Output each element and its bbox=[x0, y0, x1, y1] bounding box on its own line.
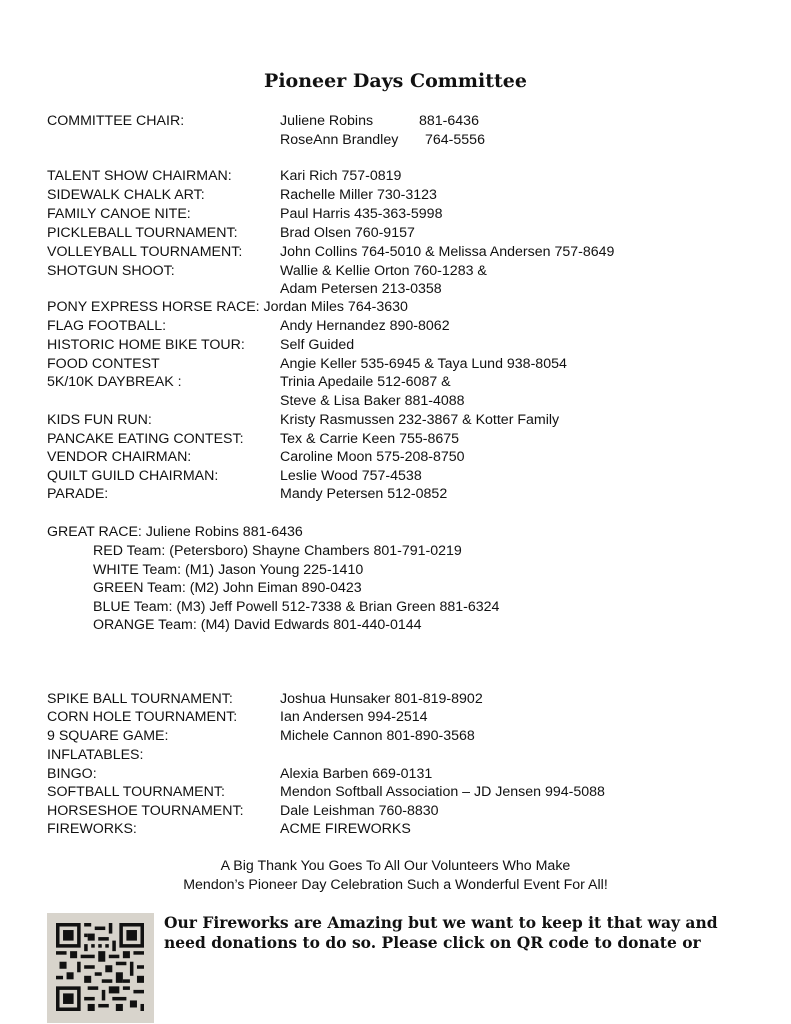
event-label: BINGO: bbox=[47, 766, 97, 782]
event-contact: Mendon Softball Association – JD Jensen 994-5088 bbox=[280, 784, 605, 800]
team-row: RED Team: (Petersboro) Shayne Chambers 801-791-0219 bbox=[93, 543, 462, 559]
event-label: 5K/10K DAYBREAK : bbox=[47, 374, 182, 390]
team-row: BLUE Team: (M3) Jeff Powell 512-7338 & Brian Green 881-6324 bbox=[93, 599, 500, 615]
event-contact: Adam Petersen 213-0358 bbox=[280, 281, 442, 297]
chair-phone-2: 764-5556 bbox=[425, 132, 485, 148]
chair-name-2: RoseAnn Brandley bbox=[280, 132, 399, 148]
thank-you-line-1: A Big Thank You Goes To All Our Volunteers Who Make bbox=[220, 858, 571, 874]
event-contact: Paul Harris 435-363-5998 bbox=[280, 206, 443, 222]
great-race-heading: GREAT RACE: Juliene Robins 881-6436 bbox=[47, 524, 303, 540]
event-label: SHOTGUN SHOOT: bbox=[47, 263, 175, 279]
event-label: INFLATABLES: bbox=[47, 747, 144, 763]
event-label: PICKLEBALL TOURNAMENT: bbox=[47, 225, 238, 241]
donation-qr-code[interactable] bbox=[47, 913, 154, 1023]
event-contact: Brad Olsen 760-9157 bbox=[280, 225, 415, 241]
event-label: VENDOR CHAIRMAN: bbox=[47, 449, 192, 465]
donation-line-1: Our Fireworks are Amazing but we want to keep it that way and bbox=[164, 913, 718, 932]
event-label: 9 SQUARE GAME: bbox=[47, 728, 169, 744]
event-contact: Self Guided bbox=[280, 337, 355, 353]
event-label: HORSESHOE TOURNAMENT: bbox=[47, 803, 244, 819]
event-label: CORN HOLE TOURNAMENT: bbox=[47, 709, 238, 725]
event-contact: Michele Cannon 801-890-3568 bbox=[280, 728, 475, 744]
event-label: FIREWORKS: bbox=[47, 821, 137, 837]
page-title: Pioneer Days Committee bbox=[264, 70, 527, 92]
event-contact: Joshua Hunsaker 801-819-8902 bbox=[280, 691, 483, 707]
event-label: TALENT SHOW CHAIRMAN: bbox=[47, 168, 232, 184]
event-label: VOLLEYBALL TOURNAMENT: bbox=[47, 244, 243, 260]
event-label: PONY EXPRESS HORSE RACE: Jordan Miles 764-3630 bbox=[47, 299, 408, 315]
event-label: SOFTBALL TOURNAMENT: bbox=[47, 784, 225, 800]
donation-line-2: need donations to do so. Please click on QR code to donate or bbox=[164, 933, 701, 952]
event-contact: Ian Andersen 994-2514 bbox=[280, 709, 428, 725]
event-label: FOOD CONTEST bbox=[47, 356, 160, 372]
event-contact: John Collins 764-5010 & Melissa Andersen 757-8649 bbox=[280, 244, 615, 260]
thank-you-message bbox=[0, 857, 791, 895]
event-label: QUILT GUILD CHAIRMAN: bbox=[47, 468, 219, 484]
team-row: GREEN Team: (M2) John Eiman 890-0423 bbox=[93, 580, 362, 596]
event-label: PARADE: bbox=[47, 486, 109, 502]
qr-code-icon bbox=[56, 923, 144, 1011]
event-contact: Angie Keller 535-6945 & Taya Lund 938-8054 bbox=[280, 356, 567, 372]
team-row: ORANGE Team: (M4) David Edwards 801-440-0144 bbox=[93, 617, 422, 633]
committee-chair-label: COMMITTEE CHAIR: bbox=[47, 113, 185, 129]
chair-name-1: Juliene Robins bbox=[280, 113, 374, 129]
event-contact: Mandy Petersen 512-0852 bbox=[280, 486, 448, 502]
event-contact: Kari Rich 757-0819 bbox=[280, 168, 402, 184]
event-contact: Leslie Wood 757-4538 bbox=[280, 468, 422, 484]
event-contact: Trinia Apedaile 512-6087 & bbox=[280, 374, 451, 390]
event-contact: Rachelle Miller 730-3123 bbox=[280, 187, 437, 203]
event-label: FAMILY CANOE NITE: bbox=[47, 206, 191, 222]
event-contact: Andy Hernandez 890-8062 bbox=[280, 318, 450, 334]
event-label: PANCAKE EATING CONTEST: bbox=[47, 431, 244, 447]
event-contact: Kristy Rasmussen 232-3867 & Kotter Family bbox=[280, 412, 560, 428]
event-contact: Alexia Barben 669-0131 bbox=[280, 766, 433, 782]
event-contact: Steve & Lisa Baker 881-4088 bbox=[280, 393, 465, 409]
event-contact: Tex & Carrie Keen 755-8675 bbox=[280, 431, 460, 447]
donation-message bbox=[164, 913, 754, 953]
event-label: HISTORIC HOME BIKE TOUR: bbox=[47, 337, 245, 353]
event-contact: Caroline Moon 575-208-8750 bbox=[280, 449, 465, 465]
event-label: SIDEWALK CHALK ART: bbox=[47, 187, 205, 203]
event-contact: Wallie & Kellie Orton 760-1283 & bbox=[280, 263, 487, 279]
thank-you-line-2: Mendon’s Pioneer Day Celebration Such a Wonderful Event For All! bbox=[183, 877, 608, 893]
event-label: FLAG FOOTBALL: bbox=[47, 318, 167, 334]
event-label: KIDS FUN RUN: bbox=[47, 412, 152, 428]
event-contact: ACME FIREWORKS bbox=[280, 821, 411, 837]
event-contact: Dale Leishman 760-8830 bbox=[280, 803, 439, 819]
chair-phone-1: 881-6436 bbox=[419, 113, 479, 129]
team-row: WHITE Team: (M1) Jason Young 225-1410 bbox=[93, 562, 364, 578]
event-label: SPIKE BALL TOURNAMENT: bbox=[47, 691, 233, 707]
